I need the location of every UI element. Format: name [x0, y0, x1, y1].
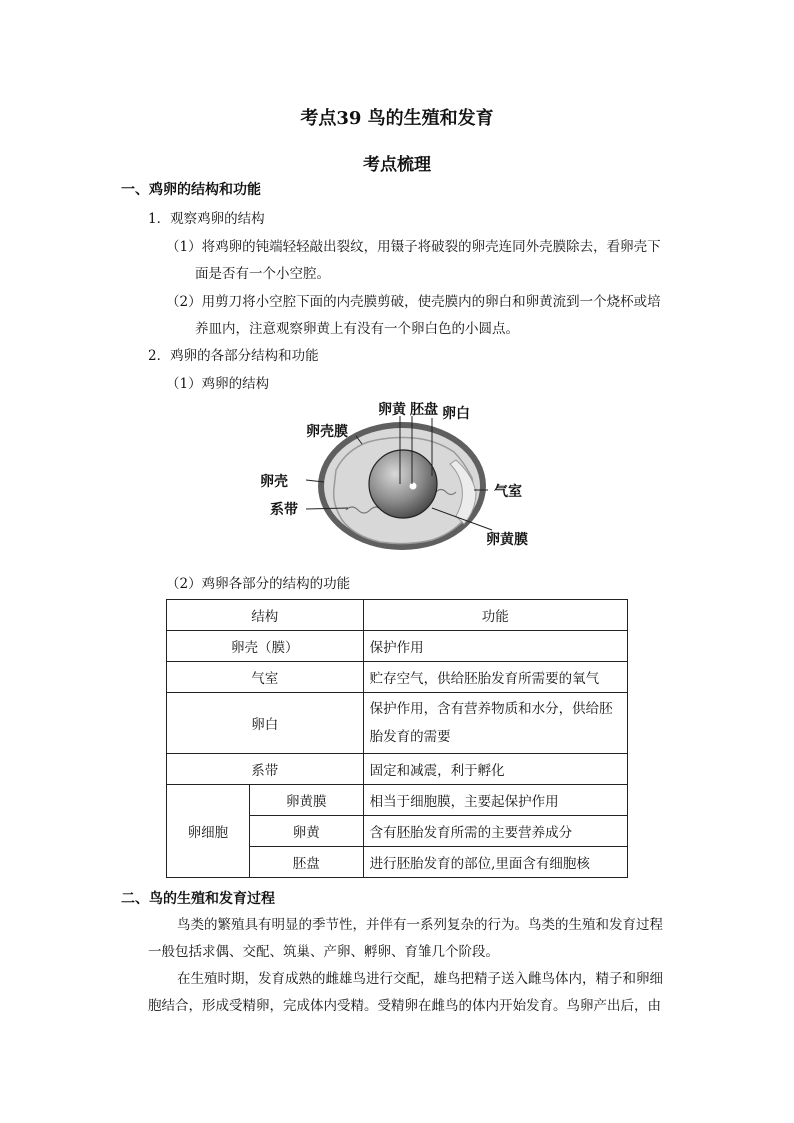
egg-structure-diagram — [250, 392, 550, 562]
table-cell-function: 含有胚胎发育所需的主要营养成分 — [363, 816, 627, 847]
table-cell-function: 贮存空气，供给胚胎发育所需要的氧气 — [363, 662, 627, 693]
table-cell-structure: 胚盘 — [249, 847, 363, 878]
step1-line2: 面是否有一个小空腔。 — [195, 266, 330, 282]
table-row — [167, 693, 628, 754]
germinal-disc — [410, 483, 417, 490]
table-row — [167, 785, 628, 816]
table-cell-structure: 卵黄 — [249, 816, 363, 847]
yolk — [369, 450, 437, 518]
item1-label: 1．观察鸡卵的结构 — [148, 211, 265, 227]
table-cell-structure: 气室 — [167, 662, 364, 693]
diagram-label-shell-membrane: 卵壳膜 — [306, 424, 348, 440]
page-subtitle: 考点梳理 — [363, 155, 431, 175]
section2-para2-line2: 胞结合，形成受精卵，完成体内受精。受精卵在雌鸟的体内开始发育。鸟卵产出后，由 — [148, 998, 661, 1014]
table-row — [167, 631, 628, 662]
table-cell-function: 相当于细胞膜，主要起保护作用 — [363, 785, 627, 816]
structure-function-table — [166, 599, 628, 878]
diagram-label-air-cell: 气室 — [494, 484, 522, 500]
diagram-label-yolk-membrane: 卵黄膜 — [486, 532, 528, 548]
table-cell-egg-cell: 卵细胞 — [167, 785, 250, 878]
diagram-label-chalaza: 系带 — [270, 502, 298, 518]
item2-label: 2．鸡卵的各部分结构和功能 — [148, 348, 319, 364]
item2-sub2: （2）鸡卵各部分的结构的功能 — [166, 576, 351, 592]
table-cell-structure: 卵黄膜 — [249, 785, 363, 816]
table-row — [167, 754, 628, 785]
section2-heading: 二、鸟的生殖和发育过程 — [121, 891, 275, 907]
table-cell-function: 保护作用 — [363, 631, 627, 662]
step1-line1: （1）将鸡卵的钝端轻轻敲出裂纹，用镊子将破裂的卵壳连同外壳膜除去，看卵壳下 — [166, 239, 661, 255]
section2-para2-line1: 在生殖时期，发育成熟的雌雄鸟进行交配，雄鸟把精子送入雌鸟体内，精子和卵细 — [177, 971, 663, 987]
diagram-label-yolk: 卵黄 — [378, 402, 406, 418]
section2-para1-line2: 一般包括求偶、交配、筑巢、产卵、孵卵、育雏几个阶段。 — [148, 944, 499, 960]
table-header-structure: 结构 — [167, 600, 364, 631]
table-cell-structure: 系带 — [167, 754, 364, 785]
table-row — [167, 662, 628, 693]
diagram-label-shell: 卵壳 — [260, 474, 288, 490]
table-cell-structure: 卵白 — [167, 693, 364, 754]
page-title: 考点39 鸟的生殖和发育 — [300, 108, 494, 129]
table-header-row — [167, 600, 628, 631]
table-cell-function-line: 保护作用，含有营养物质和水分，供给胚 — [369, 701, 613, 717]
item2-sub1: （1）鸡卵的结构 — [166, 376, 270, 392]
diagram-label-albumen: 卵白 — [442, 406, 470, 422]
table-cell-function-line: 胎发育的需要 — [369, 729, 451, 745]
step2-line1: （2）用剪刀将小空腔下面的内壳膜剪破，使壳膜内的卵白和卵黄流到一个烧杯或培 — [166, 294, 661, 310]
table-cell-function: 进行胚胎发育的部位,里面含有细胞核 — [363, 847, 627, 878]
table-cell-function — [363, 693, 627, 754]
table-cell-function: 固定和减震，利于孵化 — [363, 754, 627, 785]
step2-line2: 养皿内，注意观察卵黄上有没有一个卵白色的小圆点。 — [195, 321, 519, 337]
diagram-label-germinal-disc: 胚盘 — [410, 402, 438, 418]
section2-para1-line1: 鸟类的繁殖具有明显的季节性，并伴有一系列复杂的行为。鸟类的生殖和发育过程 — [177, 917, 663, 933]
section1-heading: 一、鸡卵的结构和功能 — [121, 182, 261, 198]
table-cell-structure: 卵壳（膜） — [167, 631, 364, 662]
table-header-function: 功能 — [363, 600, 627, 631]
